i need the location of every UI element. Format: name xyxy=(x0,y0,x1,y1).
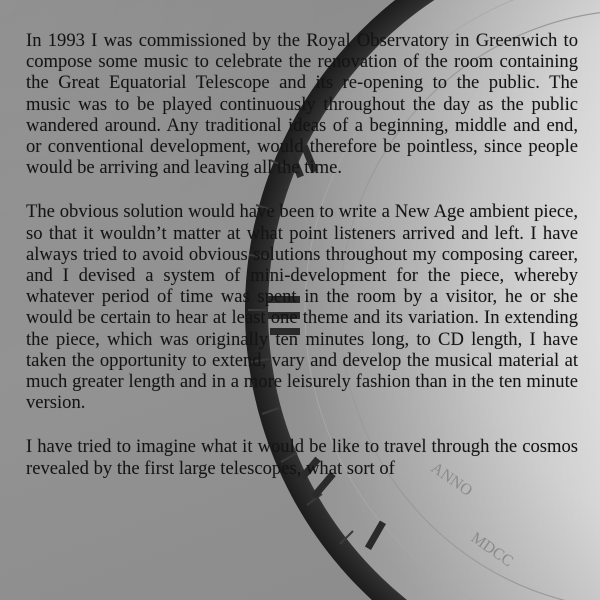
liner-notes-text xyxy=(26,30,578,502)
svg-text:ANNO: ANNO xyxy=(427,459,476,500)
paragraph-solution: The obvious solution would have been to write a New Age ambient piece, so that it wouldn’t matter at what point listeners arrived and left. I have always tried to avoid obvious solutions throughout my composing career, and I devised a system of mini-development for the piece, whereby whatever period of time was spent in the room by a visitor, he or she would be certain to hear at least one theme and its variation. In extending the piece, which was originally ten minutes long, to CD length, I have taken the opportunity to extend, vary and develop the musical material at much greater length and in a more leisurely fashion than in the ten minute version. xyxy=(26,201,578,414)
paragraph-commission: In 1993 I was commissioned by the Royal Observatory in Greenwich to compose some music to celebrate the renovation of the room containing the Great Equatorial Telescope and its re-opening to the public. The music was to be played continuously throughout the day as the public wandered around. Any traditional ideas of a beginning, middle and end, or conventional development, would therefore be pointless, since people would be arriving and leaving all the time. xyxy=(26,30,578,179)
svg-text:MDCC: MDCC xyxy=(467,529,517,571)
paragraph-cosmos: I have tried to imagine what it would be like to travel through the cosmos revealed by the first large telescopes, what sort of xyxy=(26,436,578,479)
